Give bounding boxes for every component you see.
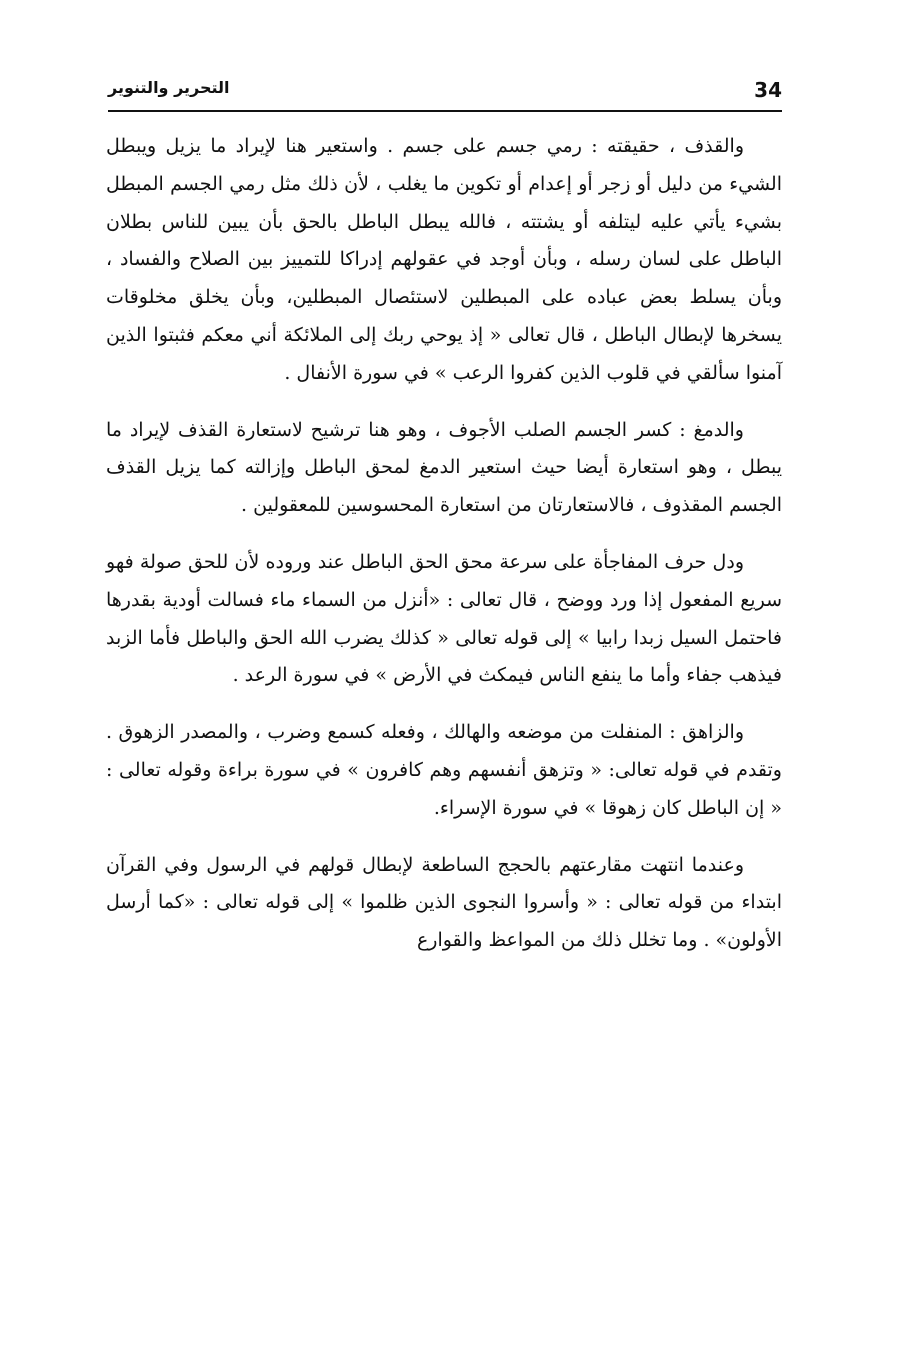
- paragraph-qadhf: والقذف ، حقيقته : رمي جسم على جسم . واستعير هنا لإيراد ما يزيل ويبطل الشيء من دليل أو زجر أو إعدام أو تكوين ما يغلب ، لأن ذلك مثل رمي الجسم المبطل بشيء يأتي عليه ليتلفه أو يشتته ، فالله يبطل الباطل بالحق بأن يبين للناس بطلان الباطل على لسان رسله ، وبأن أوجد في عقولهم إدراكا للتمييز بين الصلاح والفساد ، وبأن يسلط بعض عباده على المبطلين لاستئصال المبطلين، وبأن يخلق مخلوقات يسخرها لإبطال الباطل ، قال تعالى « إذ يوحي ربك إلى الملائكة أني معكم فثبتوا الذين آمنوا سألقي في قلوب الذين كفروا الرعب » في سورة الأنفال .: [106, 135, 782, 384]
- paragraph-muqaraa: وعندما انتهت مقارعتهم بالحجج الساطعة لإبطال قولهم في الرسول وفي القرآن ابتداء من قوله تعالى : « وأسروا النجوى الذين ظلموا » إلى قوله تعالى : «كما أرسل الأولون» . وما تخلل ذلك من المواعظ والقوارع: [106, 853, 782, 952]
- page-header: [108, 76, 782, 112]
- page-number: 34: [754, 78, 782, 102]
- paragraph-zahiq: والزاهق : المنفلت من موضعه والهالك ، وفعله كسمع وضرب ، والمصدر الزهوق . وتقدم في قوله تعالى: « وتزهق أنفسهم وهم كافرون » في سورة براءة وقوله تعالى : « إن الباطل كان زهوقا » في سورة الإسراء.: [106, 721, 782, 819]
- running-title: التحرير والتنوير: [108, 78, 230, 97]
- paragraph-damgh: والدمغ : كسر الجسم الصلب الأجوف ، وهو هنا ترشيح لاستعارة القذف لإيراد ما يبطل ، وهو استعارة أيضا حيث استعير الدمغ لمحق الباطل وإزالته كما يزيل القذف الجسم المقذوف ، فالاستعارتان من استعارة المحسوسين للمعقولين .: [106, 418, 782, 517]
- paragraph-mufajaa: ودل حرف المفاجأة على سرعة محق الحق الباطل عند وروده لأن للحق صولة فهو سريع المفعول إذا ورد ووضح ، قال تعالى : «أنزل من السماء ماء فسالت أودية بقدرها فاحتمل السيل زبدا رابيا » إلى قوله تعالى « كذلك يضرب الله الحق والباطل فأما الزبد فيذهب جفاء وأما ما ينفع الناس فيمكث في الأرض » في سورة الرعد .: [106, 550, 783, 687]
- body-text: [106, 128, 782, 979]
